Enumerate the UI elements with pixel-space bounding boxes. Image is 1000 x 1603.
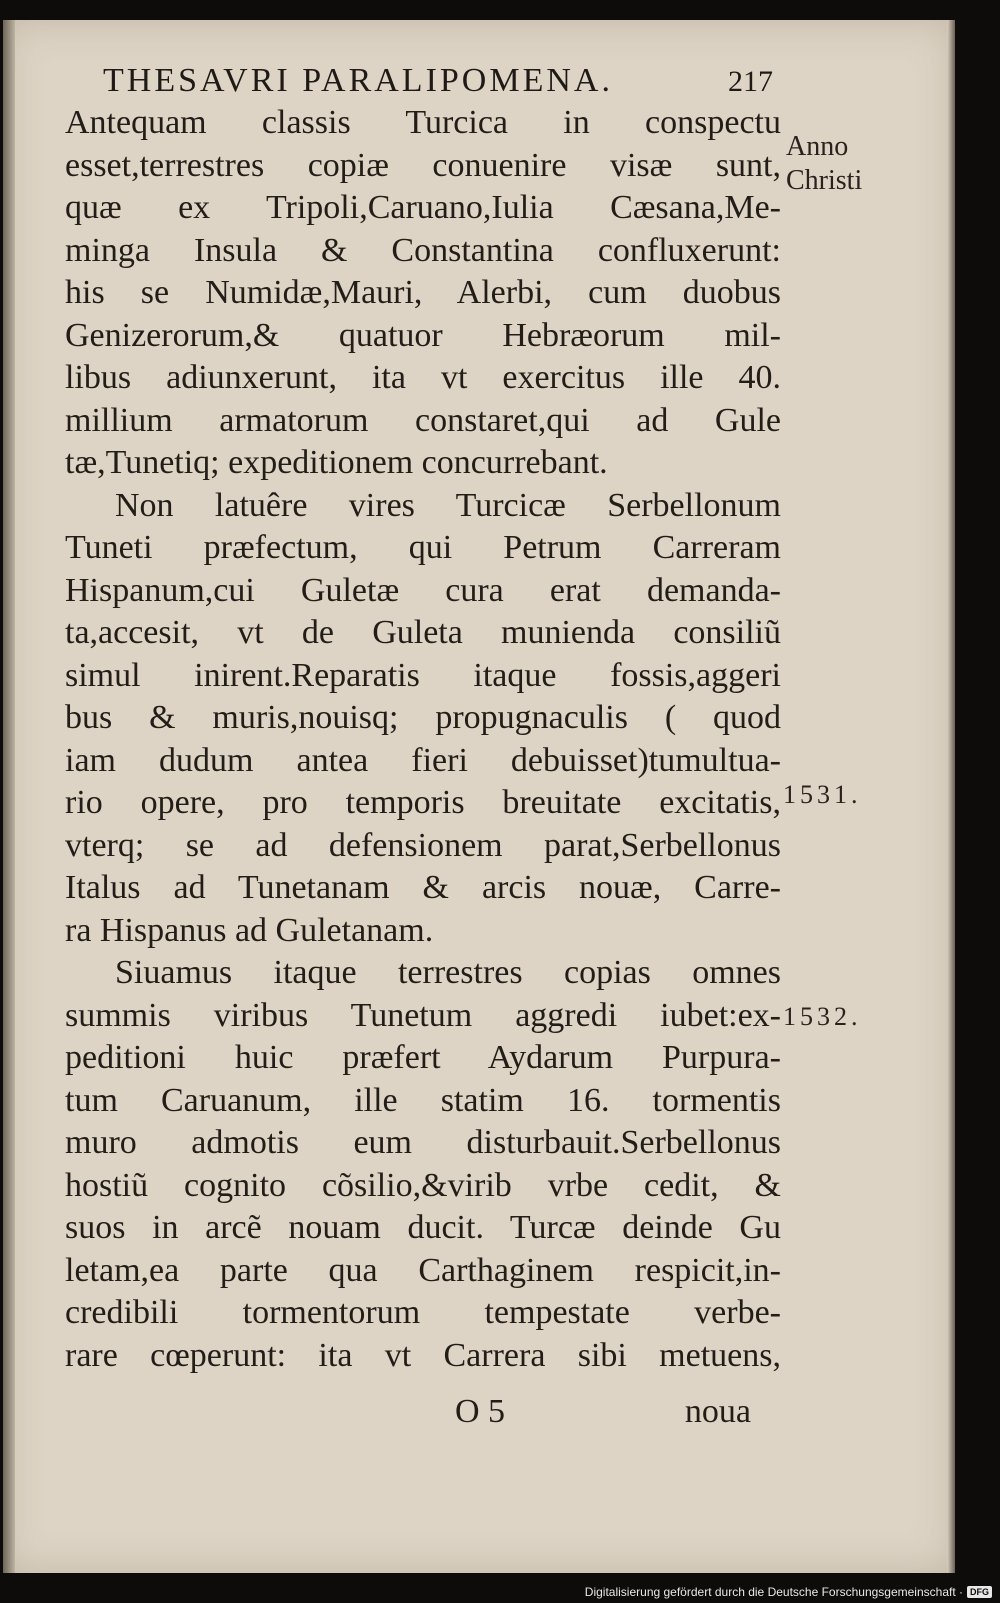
page-right-edge bbox=[947, 20, 955, 1573]
text-line: simul inirent.Reparatis itaque fossis,aggeri bbox=[65, 656, 781, 694]
text-line: rare cœperunt: ita vt Carrera sibi metuens, bbox=[65, 1336, 781, 1374]
signature-mark: O 5 bbox=[455, 1393, 506, 1430]
margin-year-1531: 1531. bbox=[783, 780, 862, 809]
margin-year-1532: 1532. bbox=[783, 1002, 862, 1031]
text-line: Tuneti præfectum, qui Petrum Carreram bbox=[65, 529, 781, 566]
text-line: Siuamus itaque terrestres copias omnes bbox=[115, 954, 781, 991]
text-line: ta,accesit, vt de Guleta munienda consiliũ bbox=[65, 614, 781, 651]
digitization-credit bbox=[585, 1585, 992, 1599]
text-line: bus & muris,nouisq; propugnaculis ( quod bbox=[65, 699, 781, 736]
body-text bbox=[65, 102, 781, 1377]
text-line: Italus ad Tunetanam & arcis nouæ, Carre- bbox=[65, 869, 781, 906]
dfg-logo-icon: DFG bbox=[967, 1586, 992, 1598]
text-line: Antequam classis Turcica in conspectu bbox=[65, 104, 781, 141]
running-header bbox=[103, 62, 773, 100]
text-line: his se Numidæ,Mauri, Alerbi, cum duobus bbox=[65, 274, 781, 311]
text-line: vterq; se ad defensionem parat,Serbellonus bbox=[65, 826, 781, 864]
text-line: letam,ea parte qua Carthaginem respicit,in- bbox=[65, 1251, 781, 1289]
text-line: ra Hispanus ad Guletanam. bbox=[65, 911, 434, 949]
page-spine-shadow bbox=[3, 20, 15, 1573]
text-line: tæ,Tunetiq; expeditionem concurrebant. bbox=[65, 444, 608, 481]
text-line: hostiũ cognito cõsilio,&virib vrbe cedit, & bbox=[65, 1166, 781, 1204]
text-line: Hispanum,cui Guletæ cura erat demanda- bbox=[65, 571, 781, 609]
catchline bbox=[65, 1393, 781, 1431]
text-line: suos in arcẽ nouam ducit. Turcæ deinde Gu bbox=[65, 1209, 781, 1246]
text-line: Genizerorum,& quatuor Hebræorum mil- bbox=[65, 316, 781, 354]
text-line: rio opere, pro temporis breuitate excitatis, bbox=[65, 784, 781, 821]
margin-note-anno-christi bbox=[786, 130, 862, 198]
text-line: muro admotis eum disturbauit.Serbellonus bbox=[65, 1124, 781, 1161]
margin-christi: Christi bbox=[786, 165, 863, 196]
running-title: THESAVRI PARALIPOMENA. bbox=[103, 62, 613, 99]
credit-text: Digitalisierung gefördert durch die Deutsche Forschungsgemeinschaft · bbox=[584, 1585, 963, 1599]
text-line: minga Insula & Constantina confluxerunt: bbox=[65, 231, 781, 269]
catchword: noua bbox=[684, 1393, 751, 1430]
text-line: Non latuêre vires Turcicæ Serbellonum bbox=[115, 486, 781, 524]
text-line: iam dudum antea fieri debuisset)tumultua- bbox=[65, 741, 781, 779]
text-line: millium armatorum constaret,qui ad Gule bbox=[65, 401, 781, 439]
page-number: 217 bbox=[728, 65, 773, 98]
margin-anno: Anno bbox=[786, 131, 849, 162]
text-line: summis viribus Tunetum aggredi iubet:ex- bbox=[65, 996, 781, 1034]
text-line: peditioni huic præfert Aydarum Purpura- bbox=[65, 1039, 781, 1076]
text-line: libus adiunxerunt, ita vt exercitus ille 40. bbox=[65, 359, 781, 396]
text-line: quæ ex Tripoli,Caruano,Iulia Cæsana,Me- bbox=[65, 189, 781, 226]
book-page bbox=[3, 20, 955, 1573]
text-line: esset,terrestres copiæ conuenire visæ sunt, bbox=[65, 146, 781, 184]
text-line: tum Caruanum, ille statim 16. tormentis bbox=[65, 1081, 781, 1119]
text-line: credibili tormentorum tempestate verbe- bbox=[65, 1294, 781, 1331]
